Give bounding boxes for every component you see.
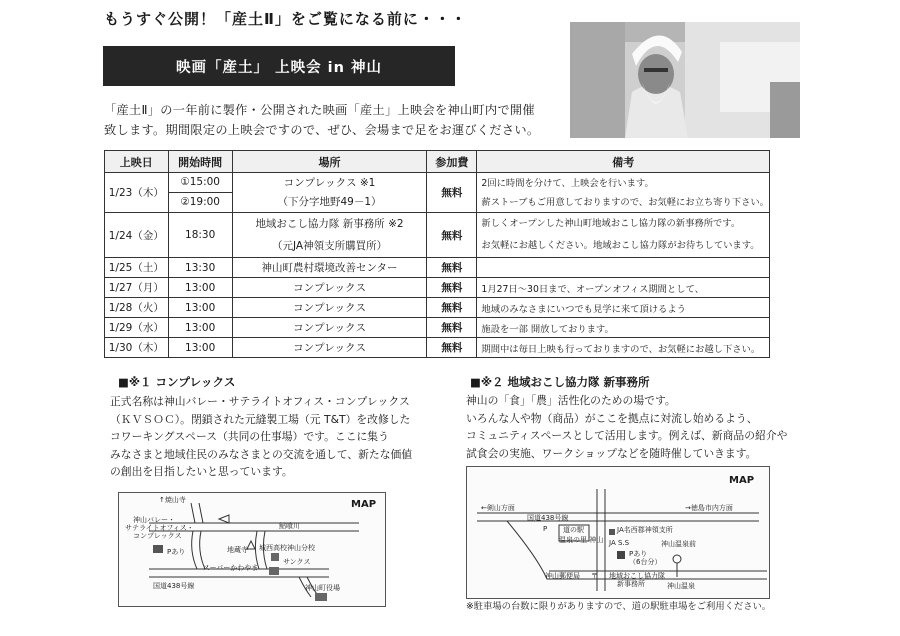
date-cell: 1/27（月） (105, 278, 169, 298)
header-time: 開始時間 (168, 151, 232, 173)
complex-map (118, 492, 386, 607)
table-row (105, 173, 770, 213)
map-label: 国道438号線 (527, 514, 569, 522)
map-label: JA S.S (609, 539, 630, 547)
map-label: Pあり (629, 550, 648, 558)
office-line: 試食会の実施、ワークショップなどを随時催していきます。 (466, 446, 757, 460)
table-row (105, 318, 770, 338)
note-cell: 期間中は毎日上映も行っておりますので、お気軽にお越し下さい。 (477, 338, 770, 358)
note-cell (477, 173, 770, 213)
place-name: コンプレックス ※1 (283, 176, 376, 189)
header-place: 場所 (232, 151, 427, 173)
fee-cell: 無料 (427, 298, 477, 318)
map-label: 道の駅 (563, 526, 584, 534)
table-row (105, 213, 770, 258)
time-cell: 18:30 (168, 213, 232, 258)
note-cell (477, 213, 770, 258)
place-cell: コンプレックス (232, 338, 427, 358)
map-label: 城西高校神山分校 (259, 544, 315, 552)
office-description (466, 392, 787, 462)
intro-text (104, 100, 564, 140)
time-cell: 13:00 (168, 298, 232, 318)
map-label: 新事務所 (617, 580, 645, 588)
map-label: JA名西郡神領支所 (617, 526, 673, 534)
date-cell: 1/29（水） (105, 318, 169, 338)
place-address: （下分字地野49－1） (277, 195, 382, 208)
note-line-1: 2回に時間を分けて、上映会を行います。 (481, 177, 654, 189)
place-cell: 神山町農村環境改善センター (232, 258, 427, 278)
office-section-heading: ■※２ 地域おこし協力隊 新事務所 (470, 375, 650, 389)
note-cell: 施設を一部 開放しております。 (477, 318, 770, 338)
complex-map-title: MAP (351, 499, 377, 510)
date-cell: 1/25（土） (105, 258, 169, 278)
fee-cell: 無料 (427, 318, 477, 338)
map-label: 神山バレー・ (133, 516, 175, 524)
map-label: 神山郵便局 (545, 572, 580, 580)
film-still-photo (570, 22, 800, 138)
map-label: ↑焼山寺 (159, 496, 186, 504)
complex-line: の創出を目指したいと思っています。 (110, 465, 293, 479)
map-label: スーパーかわやま (203, 564, 259, 572)
fee-cell: 無料 (427, 278, 477, 298)
map-label: →徳島市内方面 (685, 504, 733, 512)
table-row (105, 338, 770, 358)
header-notes: 備考 (477, 151, 770, 173)
place-cell (232, 213, 427, 258)
time-first: ①15:00 (169, 173, 232, 193)
note-line-2: お気軽にお越しください。地域おこし協力隊がお待ちしています。 (481, 240, 760, 251)
date-cell: 1/28（火） (105, 298, 169, 318)
table-row (105, 258, 770, 278)
map-label: Pあり (167, 548, 186, 556)
map-label: 国道438号線 (153, 582, 195, 590)
place-cell: コンプレックス (232, 318, 427, 338)
fee-cell: 無料 (427, 258, 477, 278)
table-row (105, 278, 770, 298)
table-row (105, 298, 770, 318)
complex-line: コワーキングスペース（共同の仕事場）です。ここに集う (110, 430, 389, 444)
place-cell: コンプレックス (232, 298, 427, 318)
complex-section-heading: ■※１ コンプレックス (118, 375, 236, 389)
time-cell: 13:00 (168, 338, 232, 358)
map-label: 神山温泉前 (661, 540, 696, 548)
place-cell: コンプレックス (232, 278, 427, 298)
map-label: 温泉の里 神山 (559, 536, 604, 544)
map-label: サンクス (283, 558, 311, 566)
office-line: 神山の「食」「農」活性化のための場です。 (466, 394, 676, 407)
note-cell (477, 258, 770, 278)
place-name: 地域おこし協力隊 新事務所 ※2 (255, 218, 404, 230)
note-line-2: 薪ストーブもご用意しておりますので、お気軽にお立ち寄り下さい。 (481, 196, 769, 208)
date-cell: 1/23（木） (105, 173, 169, 213)
map-label: P (543, 525, 548, 533)
table-header-row (105, 151, 770, 173)
pre-title: もうすぐ公開！「産土Ⅱ」をご覧になる前に・・・ (104, 10, 467, 28)
complex-line: 正式名称は神山バレー・サテライトオフィス・コンプレックス (110, 395, 410, 408)
date-cell: 1/30（木） (105, 338, 169, 358)
fee-cell: 無料 (427, 173, 477, 213)
note-cell: 1月27日～30日まで、オープンオフィス期間として、 (477, 278, 770, 298)
time-cell: 13:00 (168, 278, 232, 298)
fee-cell: 無料 (427, 338, 477, 358)
parking-footnote: ※駐車場の台数に限りがありますので、道の駅駐車場をご利用ください。 (466, 601, 772, 612)
intro-line-2: 致します。期間限定の上映会ですので、ぜひ、会場まで足をお運びください。 (104, 123, 540, 137)
header-fee: 参加費 (427, 151, 477, 173)
map-label: コンプレックス (133, 532, 182, 540)
office-map (466, 466, 770, 599)
fee-cell: 無料 (427, 213, 477, 258)
time-cell (168, 173, 232, 213)
complex-line: みなさまと地域住民のみなさまとの交流を通して、新たな価値 (110, 447, 413, 461)
screening-schedule-table (104, 150, 770, 358)
map-label: ←剣山方面 (481, 504, 515, 512)
map-label: 〒 (591, 572, 598, 580)
map-label: 地域おこし協力隊 (609, 572, 665, 580)
header-date: 上映日 (105, 151, 169, 173)
note-cell: 地域のみなさまにいつでも見学に来て頂けるよう (477, 298, 770, 318)
map-label: 地蔵寺 (227, 546, 248, 554)
office-line: いろんな人や物（商品）がここを拠点に対流し始めるよう、 (466, 411, 758, 425)
office-map-title: MAP (729, 475, 755, 486)
place-address: （元JA神領支所購買所） (271, 240, 388, 252)
place-cell (232, 173, 427, 213)
date-cell: 1/24（金） (105, 213, 169, 258)
time-cell: 13:30 (168, 258, 232, 278)
complex-line: （ＫＶＳＯＣ）。閉鎖された元縫製工場（元 T&T）を改修した (110, 412, 411, 426)
event-banner: 映画「産土」 上映会 in 神山 (103, 46, 455, 86)
time-cell: 13:00 (168, 318, 232, 338)
intro-line-1: 「産土Ⅱ」の一年前に製作・公開された映画「産土」上映会を神山町内で開催 (104, 103, 535, 117)
map-label: （6台分） (629, 558, 662, 566)
office-line: コミュニティスペースとして活用します。例えば、新商品の紹介や (466, 429, 788, 443)
map-label: 鮎喰川 (279, 522, 300, 530)
map-label: 神山温泉 (667, 582, 695, 590)
elder-portrait-image (570, 22, 800, 138)
note-line-1: 新しくオープンした神山町地域おこし協力隊の新事務所です。 (481, 218, 741, 229)
complex-description (110, 393, 412, 481)
map-label: サテライトオフィス・ (125, 524, 194, 532)
time-second: ②19:00 (180, 196, 220, 208)
map-label: 神山町役場 (305, 584, 340, 592)
